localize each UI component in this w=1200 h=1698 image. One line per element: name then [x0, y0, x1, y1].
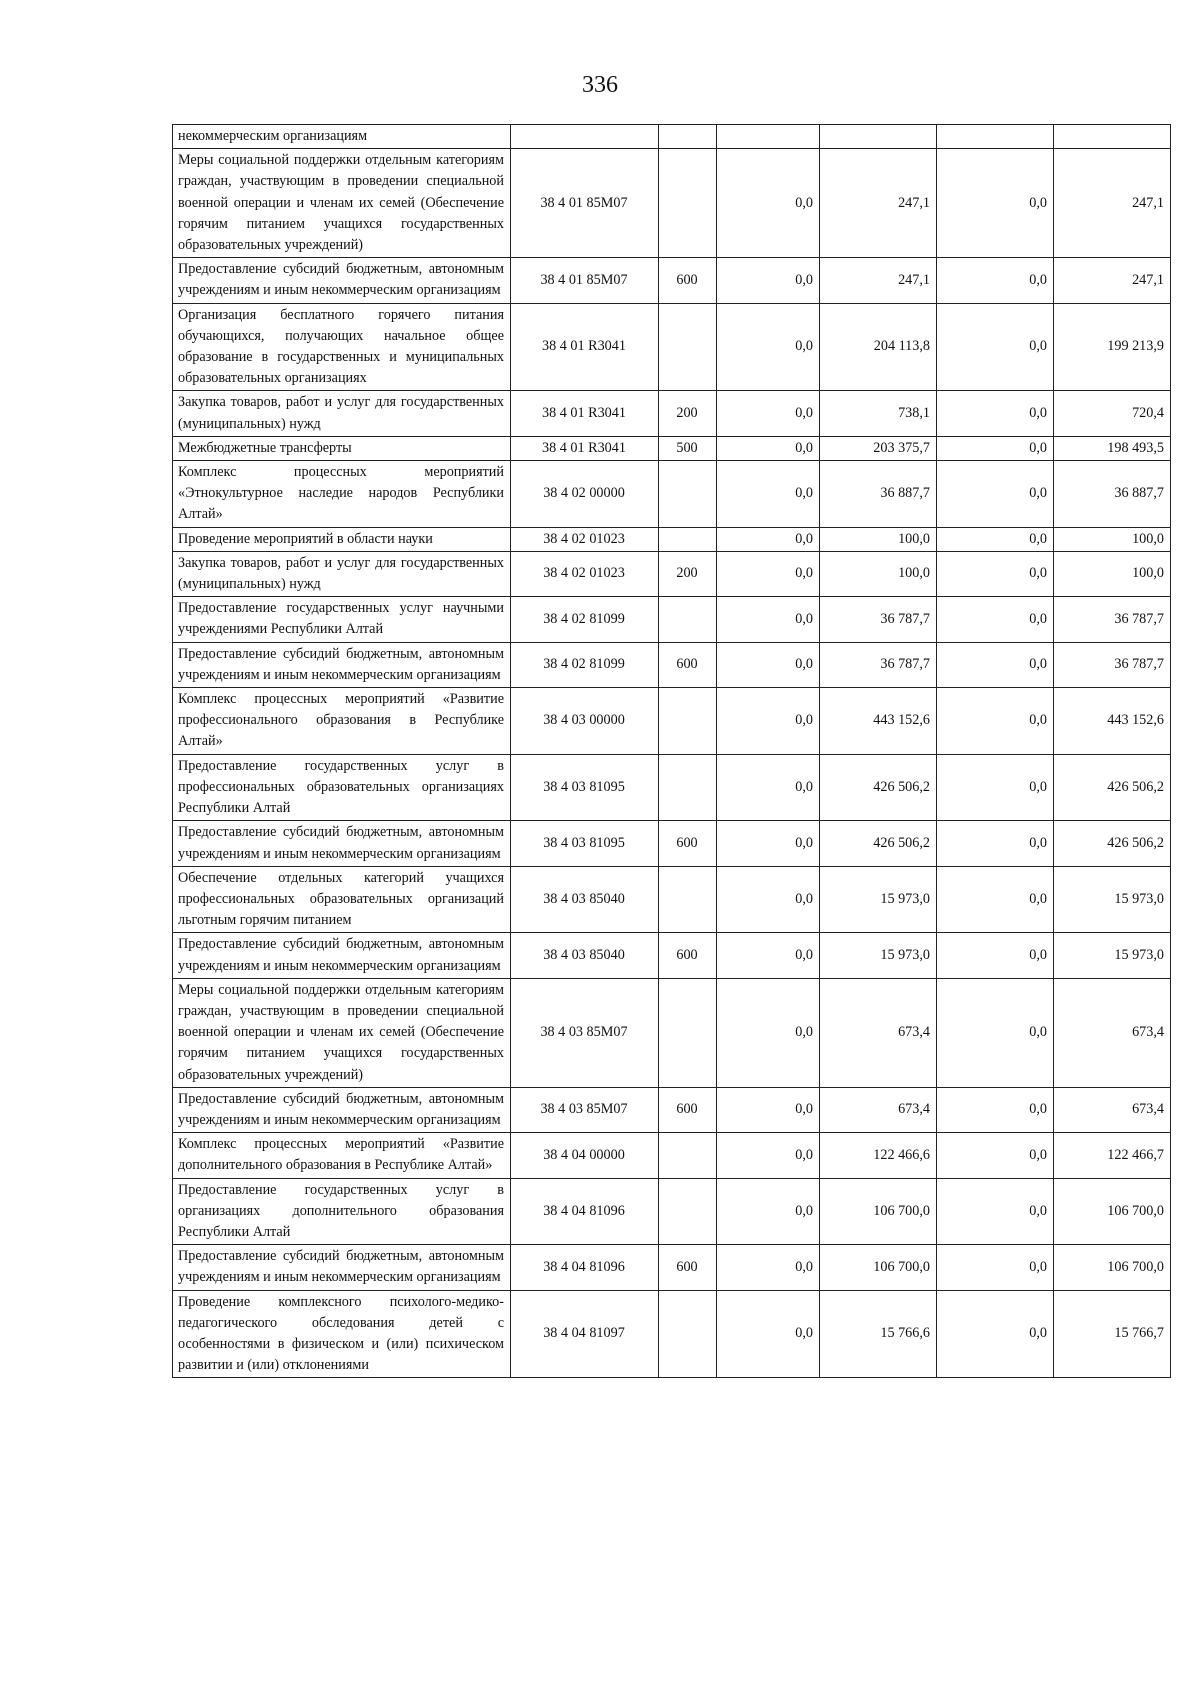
row-value-3: 0,0	[937, 391, 1054, 436]
row-expense-type: 200	[659, 551, 717, 596]
row-name: Предоставление государственных услуг научными учреждениями Республики Алтай	[173, 597, 511, 642]
row-value-4: 198 493,5	[1054, 436, 1171, 460]
row-code: 38 4 04 81096	[511, 1178, 659, 1245]
table-row	[173, 527, 1171, 551]
row-value-1: 0,0	[717, 149, 820, 258]
row-value-2	[820, 125, 937, 149]
row-code: 38 4 03 85040	[511, 933, 659, 978]
row-code: 38 4 02 01023	[511, 527, 659, 551]
row-value-3: 0,0	[937, 866, 1054, 933]
row-code: 38 4 03 85М07	[511, 1087, 659, 1132]
table-row	[173, 391, 1171, 436]
row-value-3: 0,0	[937, 1290, 1054, 1378]
table-row	[173, 1087, 1171, 1132]
row-expense-type	[659, 1290, 717, 1378]
row-value-1: 0,0	[717, 551, 820, 596]
row-value-4: 36 787,7	[1054, 642, 1171, 687]
row-name: Комплекс процессных мероприятий «Развитие профессионального образования в Республике Алтай»	[173, 688, 511, 755]
row-name: Организация бесплатного горячего питания обучающихся, получающих начальное общее образование в государственных и муниципальных образовательных организациях	[173, 303, 511, 391]
row-value-1: 0,0	[717, 527, 820, 551]
row-value-3: 0,0	[937, 1133, 1054, 1178]
row-value-2: 100,0	[820, 527, 937, 551]
row-name: Предоставление государственных услуг в профессиональных образовательных организациях Республики Алтай	[173, 754, 511, 821]
row-expense-type	[659, 866, 717, 933]
row-code: 38 4 03 85040	[511, 866, 659, 933]
row-name: Предоставление субсидий бюджетным, автономным учреждениям и иным некоммерческим организациям	[173, 642, 511, 687]
row-value-3: 0,0	[937, 1087, 1054, 1132]
row-value-1: 0,0	[717, 1133, 820, 1178]
row-name: Предоставление субсидий бюджетным, автономным учреждениям и иным некоммерческим организациям	[173, 258, 511, 303]
row-expense-type	[659, 527, 717, 551]
row-value-1: 0,0	[717, 1290, 820, 1378]
row-value-2: 204 113,8	[820, 303, 937, 391]
row-value-4: 122 466,7	[1054, 1133, 1171, 1178]
row-code: 38 4 01 85М07	[511, 149, 659, 258]
table-row	[173, 866, 1171, 933]
row-value-4: 100,0	[1054, 527, 1171, 551]
row-code: 38 4 03 81095	[511, 754, 659, 821]
row-value-1: 0,0	[717, 1087, 820, 1132]
row-value-1: 0,0	[717, 933, 820, 978]
row-value-2: 247,1	[820, 258, 937, 303]
row-name: Предоставление государственных услуг в организациях дополнительного образования Республики Алтай	[173, 1178, 511, 1245]
table-row	[173, 688, 1171, 755]
table-row	[173, 754, 1171, 821]
row-expense-type	[659, 461, 717, 528]
budget-table	[172, 124, 1171, 1378]
row-value-1: 0,0	[717, 391, 820, 436]
table-row	[173, 933, 1171, 978]
row-value-1: 0,0	[717, 461, 820, 528]
row-value-2: 100,0	[820, 551, 937, 596]
table-row	[173, 149, 1171, 258]
row-code: 38 4 01 85М07	[511, 258, 659, 303]
row-value-4: 36 887,7	[1054, 461, 1171, 528]
row-value-1: 0,0	[717, 821, 820, 866]
row-code: 38 4 03 85М07	[511, 978, 659, 1087]
row-expense-type	[659, 149, 717, 258]
row-expense-type	[659, 303, 717, 391]
table-body	[173, 125, 1171, 1378]
row-value-3: 0,0	[937, 642, 1054, 687]
row-expense-type: 600	[659, 1245, 717, 1290]
row-code: 38 4 02 01023	[511, 551, 659, 596]
row-value-3: 0,0	[937, 303, 1054, 391]
row-code: 38 4 03 81095	[511, 821, 659, 866]
row-value-3: 0,0	[937, 258, 1054, 303]
row-name: Предоставление субсидий бюджетным, автономным учреждениям и иным некоммерческим организациям	[173, 933, 511, 978]
row-code: 38 4 01 R3041	[511, 391, 659, 436]
row-value-4: 106 700,0	[1054, 1178, 1171, 1245]
row-code: 38 4 04 81097	[511, 1290, 659, 1378]
row-expense-type	[659, 688, 717, 755]
row-name: Меры социальной поддержки отдельным категориям граждан, участвующим в проведении специальной военной операции и членам их семей (Обеспечение горячим питанием учащихся государственных образовательных учреждений)	[173, 978, 511, 1087]
row-value-2: 122 466,6	[820, 1133, 937, 1178]
row-expense-type: 600	[659, 1087, 717, 1132]
row-value-3: 0,0	[937, 821, 1054, 866]
row-value-3	[937, 125, 1054, 149]
row-value-1: 0,0	[717, 1178, 820, 1245]
row-value-1: 0,0	[717, 754, 820, 821]
row-value-3: 0,0	[937, 1178, 1054, 1245]
row-value-1: 0,0	[717, 688, 820, 755]
row-value-4: 15 766,7	[1054, 1290, 1171, 1378]
row-value-2: 36 887,7	[820, 461, 937, 528]
row-name: Закупка товаров, работ и услуг для государственных (муниципальных) нужд	[173, 391, 511, 436]
row-expense-type	[659, 1133, 717, 1178]
row-expense-type: 600	[659, 933, 717, 978]
row-value-2: 247,1	[820, 149, 937, 258]
row-code: 38 4 01 R3041	[511, 303, 659, 391]
row-code	[511, 125, 659, 149]
row-value-3: 0,0	[937, 149, 1054, 258]
row-expense-type	[659, 1178, 717, 1245]
row-expense-type	[659, 754, 717, 821]
row-value-3: 0,0	[937, 461, 1054, 528]
row-value-3: 0,0	[937, 551, 1054, 596]
row-value-4: 100,0	[1054, 551, 1171, 596]
row-code: 38 4 04 00000	[511, 1133, 659, 1178]
row-expense-type	[659, 125, 717, 149]
row-value-4: 106 700,0	[1054, 1245, 1171, 1290]
table-row	[173, 978, 1171, 1087]
table-row	[173, 551, 1171, 596]
row-value-1: 0,0	[717, 978, 820, 1087]
table-row	[173, 821, 1171, 866]
row-value-1: 0,0	[717, 642, 820, 687]
row-value-4: 247,1	[1054, 149, 1171, 258]
row-name: Предоставление субсидий бюджетным, автономным учреждениям и иным некоммерческим организациям	[173, 1245, 511, 1290]
row-name: Предоставление субсидий бюджетным, автономным учреждениям и иным некоммерческим организациям	[173, 1087, 511, 1132]
row-value-4: 673,4	[1054, 978, 1171, 1087]
row-value-2: 15 766,6	[820, 1290, 937, 1378]
row-expense-type: 600	[659, 821, 717, 866]
row-value-1: 0,0	[717, 258, 820, 303]
row-value-2: 106 700,0	[820, 1178, 937, 1245]
row-value-2: 15 973,0	[820, 933, 937, 978]
row-name: Проведение комплексного психолого-медико-педагогического обследования детей с особенностями в физическом и (или) психическом развитии и (или) отклонениями	[173, 1290, 511, 1378]
row-value-4: 247,1	[1054, 258, 1171, 303]
row-value-3: 0,0	[937, 436, 1054, 460]
row-value-3: 0,0	[937, 597, 1054, 642]
row-name: Закупка товаров, работ и услуг для государственных (муниципальных) нужд	[173, 551, 511, 596]
row-expense-type	[659, 597, 717, 642]
row-value-1: 0,0	[717, 1245, 820, 1290]
row-value-1: 0,0	[717, 436, 820, 460]
table-row	[173, 303, 1171, 391]
row-name: Комплекс процессных мероприятий «Этнокультурное наследие народов Республики Алтай»	[173, 461, 511, 528]
row-value-3: 0,0	[937, 688, 1054, 755]
row-name: некоммерческим организациям	[173, 125, 511, 149]
row-expense-type	[659, 978, 717, 1087]
row-expense-type: 500	[659, 436, 717, 460]
row-value-1: 0,0	[717, 597, 820, 642]
row-code: 38 4 03 00000	[511, 688, 659, 755]
row-expense-type: 600	[659, 642, 717, 687]
row-name: Обеспечение отдельных категорий учащихся профессиональных образовательных организаций льготным горячим питанием	[173, 866, 511, 933]
table-row	[173, 125, 1171, 149]
row-name: Комплекс процессных мероприятий «Развитие дополнительного образования в Республике Алтай»	[173, 1133, 511, 1178]
row-value-4	[1054, 125, 1171, 149]
page-number: 336	[582, 72, 618, 98]
row-value-2: 36 787,7	[820, 642, 937, 687]
row-value-4: 426 506,2	[1054, 754, 1171, 821]
row-value-4: 36 787,7	[1054, 597, 1171, 642]
row-value-2: 443 152,6	[820, 688, 937, 755]
row-value-2: 426 506,2	[820, 754, 937, 821]
row-name: Проведение мероприятий в области науки	[173, 527, 511, 551]
row-value-2: 203 375,7	[820, 436, 937, 460]
row-value-3: 0,0	[937, 754, 1054, 821]
table-row	[173, 642, 1171, 687]
table-row	[173, 258, 1171, 303]
row-value-2: 738,1	[820, 391, 937, 436]
row-name: Предоставление субсидий бюджетным, автономным учреждениям и иным некоммерческим организациям	[173, 821, 511, 866]
row-value-4: 15 973,0	[1054, 866, 1171, 933]
row-value-4: 426 506,2	[1054, 821, 1171, 866]
row-value-1: 0,0	[717, 866, 820, 933]
row-code: 38 4 04 81096	[511, 1245, 659, 1290]
row-value-2: 36 787,7	[820, 597, 937, 642]
row-value-2: 673,4	[820, 1087, 937, 1132]
row-code: 38 4 02 81099	[511, 642, 659, 687]
table-row	[173, 1133, 1171, 1178]
row-value-1: 0,0	[717, 303, 820, 391]
row-expense-type: 600	[659, 258, 717, 303]
row-value-4: 15 973,0	[1054, 933, 1171, 978]
row-name: Межбюджетные трансферты	[173, 436, 511, 460]
row-value-3: 0,0	[937, 933, 1054, 978]
row-value-2: 106 700,0	[820, 1245, 937, 1290]
row-value-4: 199 213,9	[1054, 303, 1171, 391]
row-name: Меры социальной поддержки отдельным категориям граждан, участвующим в проведении специальной военной операции и членам их семей (Обеспечение горячим питанием учащихся государственных образовательных учреждений)	[173, 149, 511, 258]
row-value-1	[717, 125, 820, 149]
row-code: 38 4 02 81099	[511, 597, 659, 642]
table-row	[173, 461, 1171, 528]
row-value-3: 0,0	[937, 978, 1054, 1087]
row-value-4: 673,4	[1054, 1087, 1171, 1132]
row-value-2: 426 506,2	[820, 821, 937, 866]
table-row	[173, 1245, 1171, 1290]
table-row	[173, 1178, 1171, 1245]
row-code: 38 4 01 R3041	[511, 436, 659, 460]
row-value-3: 0,0	[937, 1245, 1054, 1290]
row-value-2: 15 973,0	[820, 866, 937, 933]
row-value-4: 443 152,6	[1054, 688, 1171, 755]
table-row	[173, 1290, 1171, 1378]
row-value-4: 720,4	[1054, 391, 1171, 436]
row-value-2: 673,4	[820, 978, 937, 1087]
row-code: 38 4 02 00000	[511, 461, 659, 528]
table-row	[173, 436, 1171, 460]
row-value-3: 0,0	[937, 527, 1054, 551]
table-row	[173, 597, 1171, 642]
row-expense-type: 200	[659, 391, 717, 436]
